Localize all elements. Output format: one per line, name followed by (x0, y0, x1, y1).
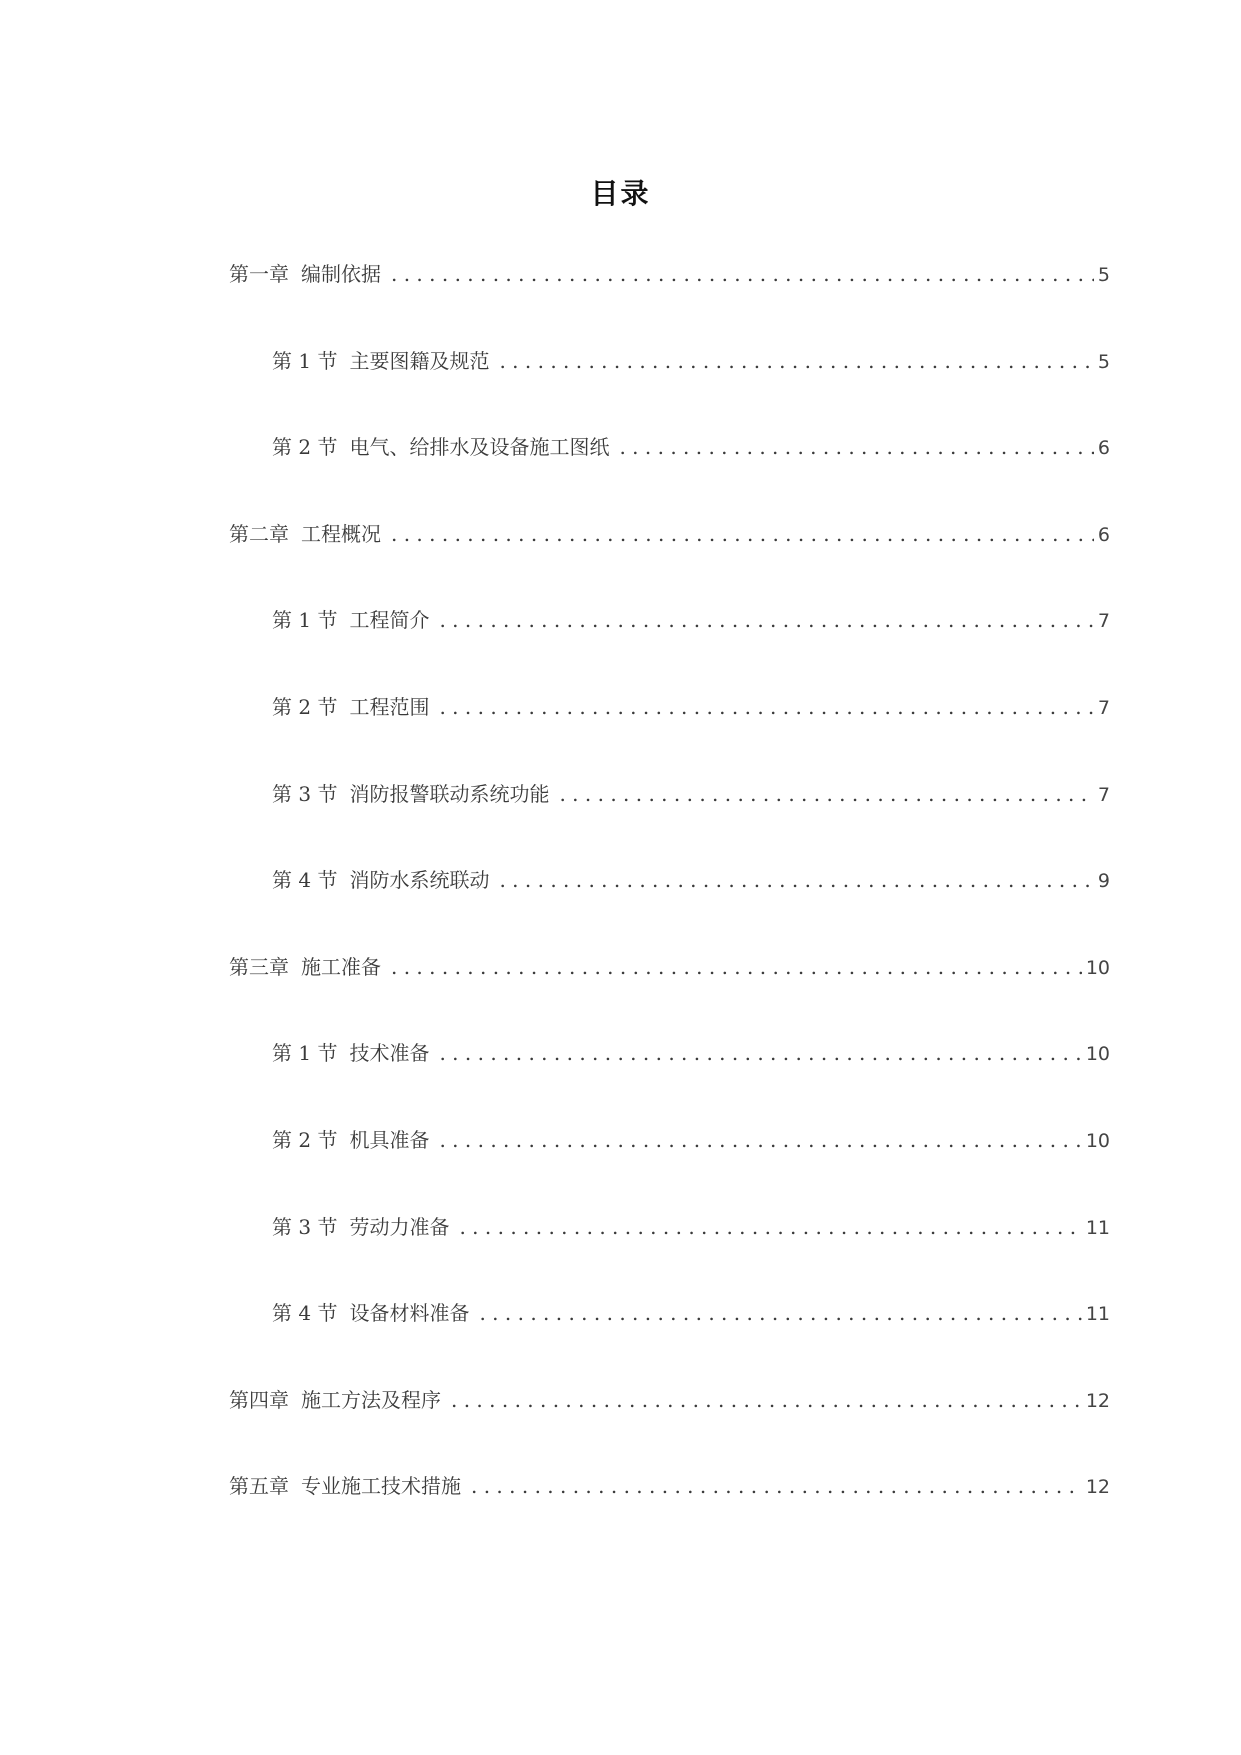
toc-chapter-entry[interactable] (229, 521, 1110, 548)
toc-dot-leader (391, 954, 1082, 980)
toc-entry-number: 第三章 (229, 955, 289, 979)
toc-section-entry[interactable] (272, 1300, 1110, 1327)
toc-entry-label: 施工方法及程序 (301, 1388, 441, 1412)
toc-entry-page-number: 11 (1085, 1217, 1110, 1239)
toc-entry-page-number: 7 (1097, 610, 1110, 632)
toc-entry-page-number: 6 (1097, 437, 1110, 459)
toc-entry-label: 技术准备 (349, 1041, 430, 1065)
toc-dot-leader (391, 521, 1094, 547)
toc-dot-leader (619, 434, 1093, 460)
toc-dot-leader (391, 261, 1094, 287)
toc-chapter-entry[interactable] (229, 954, 1110, 981)
toc-entry-label: 工程概况 (301, 522, 381, 546)
toc-entry-number: 第 4 节 (272, 1301, 338, 1325)
toc-section-entry[interactable] (272, 867, 1110, 894)
toc-entry-label: 劳动力准备 (349, 1215, 450, 1239)
toc-section-entry[interactable] (272, 694, 1110, 721)
toc-entry-label: 消防水系统联动 (349, 868, 490, 892)
toc-entry-number: 第 3 节 (272, 1215, 338, 1239)
toc-chapter-entry[interactable] (229, 1473, 1110, 1500)
toc-chapter-entry[interactable] (229, 261, 1110, 288)
toc-entry-page-number: 10 (1085, 1043, 1110, 1065)
toc-section-entry[interactable] (272, 434, 1110, 461)
toc-entry-number: 第五章 (229, 1474, 289, 1498)
toc-entry-number: 第 1 节 (272, 1041, 338, 1065)
toc-section-entry[interactable] (272, 607, 1110, 634)
toc-entry-number: 第 1 节 (272, 608, 338, 632)
toc-entry-page-number: 12 (1085, 1390, 1110, 1412)
toc-section-entry[interactable] (272, 1127, 1110, 1154)
toc-entry-page-number: 9 (1097, 870, 1110, 892)
toc-entry-page-number: 6 (1097, 524, 1110, 546)
toc-dot-leader (439, 694, 1093, 720)
toc-entry-number: 第 2 节 (272, 695, 338, 719)
toc-section-entry[interactable] (272, 348, 1110, 375)
toc-entry-page-number: 10 (1085, 1130, 1110, 1152)
toc-section-entry[interactable] (272, 781, 1110, 808)
toc-entry-label: 消防报警联动系统功能 (349, 782, 550, 806)
toc-entry-label: 电气、给排水及设备施工图纸 (349, 435, 610, 459)
toc-entry-label: 工程简介 (349, 608, 430, 632)
toc-entry-number: 第四章 (229, 1388, 289, 1412)
toc-entry-page-number: 11 (1085, 1303, 1110, 1325)
toc-section-entry[interactable] (272, 1214, 1110, 1241)
toc-entry-label: 机具准备 (349, 1128, 430, 1152)
toc-entry-number: 第 3 节 (272, 782, 338, 806)
toc-entry-label: 主要图籍及规范 (349, 349, 490, 373)
toc-dot-leader (499, 867, 1093, 893)
toc-dot-leader (439, 1127, 1081, 1153)
toc-dot-leader (451, 1387, 1082, 1413)
toc-entry-page-number: 5 (1097, 351, 1110, 373)
toc-dot-leader (471, 1473, 1082, 1499)
toc-entry-page-number: 7 (1097, 697, 1110, 719)
toc-section-entry[interactable] (272, 1040, 1110, 1067)
toc-entry-page-number: 12 (1085, 1476, 1110, 1498)
toc-entry-page-number: 7 (1097, 784, 1110, 806)
toc-entry-label: 设备材料准备 (349, 1301, 470, 1325)
toc-dot-leader (459, 1214, 1081, 1240)
page-title: 目录 (590, 177, 651, 210)
toc-entry-label: 专业施工技术措施 (301, 1474, 461, 1498)
toc-entry-number: 第 1 节 (272, 349, 338, 373)
toc-entry-number: 第二章 (229, 522, 289, 546)
toc-entry-number: 第 4 节 (272, 868, 338, 892)
toc-dot-leader (559, 781, 1093, 807)
toc-dot-leader (439, 607, 1093, 633)
toc-entry-label: 编制依据 (301, 262, 381, 286)
toc-dot-leader (439, 1040, 1081, 1066)
toc-entry-number: 第 2 节 (272, 435, 338, 459)
toc-dot-leader (499, 348, 1093, 374)
toc-entry-number: 第 2 节 (272, 1128, 338, 1152)
toc-dot-leader (479, 1300, 1081, 1326)
toc-entry-page-number: 5 (1097, 264, 1110, 286)
toc-entry-page-number: 10 (1085, 957, 1110, 979)
toc-chapter-entry[interactable] (229, 1387, 1110, 1414)
toc-entry-number: 第一章 (229, 262, 289, 286)
toc-entry-label: 工程范围 (349, 695, 430, 719)
toc-entry-label: 施工准备 (301, 955, 381, 979)
